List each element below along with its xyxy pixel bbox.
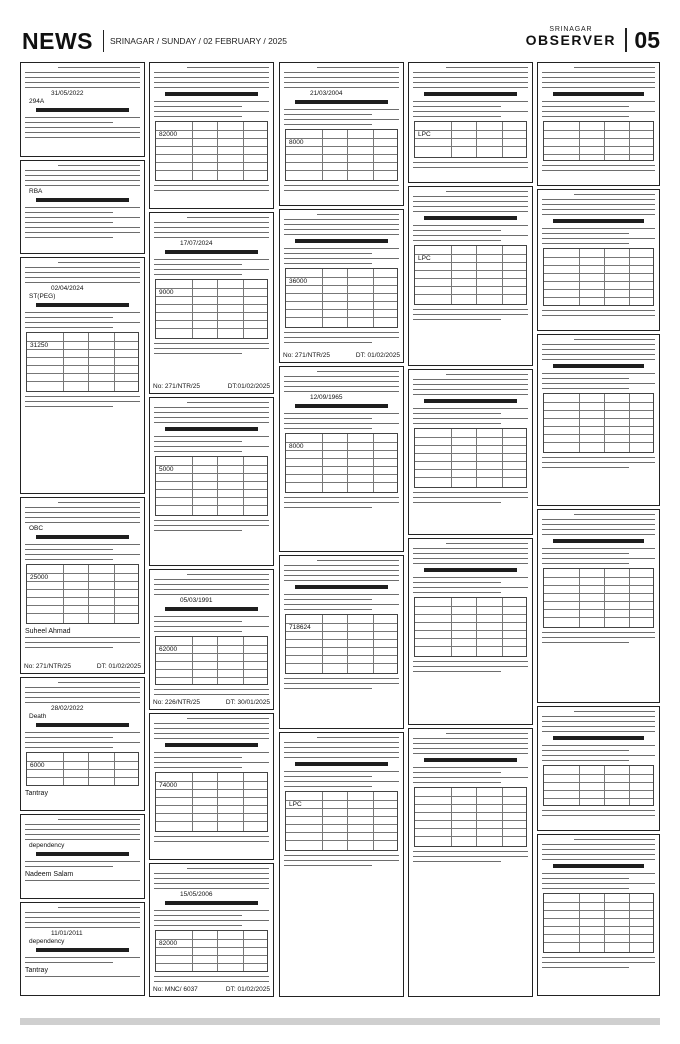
notice-table (543, 248, 654, 306)
notice-heading (295, 239, 389, 243)
notice-date: 02/04/2024 (51, 285, 84, 292)
notice-heading (424, 399, 518, 403)
table-amount: 718624 (289, 624, 311, 631)
logo-city: SRINAGAR (549, 26, 593, 33)
notice-heading (36, 723, 130, 727)
notice-heading (165, 901, 259, 905)
newspaper-logo (526, 26, 616, 48)
notice-ref-date: DT: 01/02/2025 (96, 663, 141, 670)
public-notice (279, 366, 404, 552)
notice-column (408, 62, 533, 1000)
notice-heading (553, 539, 645, 543)
public-notice (279, 732, 404, 997)
public-notice (20, 814, 145, 899)
notice-ref-number: No: 271/NTR/25 (24, 663, 71, 670)
notice-ref-number: No: MNC/ 6037 (153, 986, 198, 993)
public-notice (537, 509, 660, 703)
notice-heading (553, 736, 645, 740)
notice-table (543, 121, 654, 161)
notice-code: RBA (29, 188, 43, 195)
table-amount: 8000 (289, 139, 304, 146)
notice-ref-date: DT: 01/02/2025 (225, 986, 270, 993)
notice-ref-number: No: 226/NTR/25 (153, 699, 200, 706)
notice-table (26, 752, 139, 786)
public-notice (537, 334, 660, 506)
notice-table (155, 772, 268, 832)
public-notice (20, 497, 145, 674)
notice-heading (165, 607, 259, 611)
notice-heading (424, 758, 518, 762)
notice-heading (165, 92, 259, 96)
notice-table (414, 121, 527, 158)
notice-table (414, 787, 527, 847)
notice-heading (553, 219, 645, 223)
masthead-divider (103, 30, 104, 52)
notice-table (285, 791, 398, 851)
notice-ref-date: DT: 01/02/2025 (355, 352, 400, 359)
notice-table (543, 568, 654, 628)
notice-date: 11/01/2011 (51, 930, 83, 937)
public-notice (20, 62, 145, 157)
table-amount: LPC (418, 131, 431, 138)
notice-ref-date: DT:01/02/2025 (227, 383, 270, 390)
table-amount: 9000 (159, 289, 174, 296)
notice-heading (424, 568, 518, 572)
notice-heading (36, 108, 130, 112)
notice-code: Death (29, 713, 47, 720)
notice-heading (424, 92, 518, 96)
notice-heading (36, 948, 130, 952)
notice-table (26, 564, 139, 624)
public-notice (408, 538, 533, 725)
notice-column (279, 62, 404, 1000)
notice-ref-date: DT: 30/01/2025 (225, 699, 270, 706)
notice-heading (36, 535, 130, 539)
notice-table (26, 332, 139, 392)
table-amount: 25000 (30, 574, 49, 581)
public-notice (279, 209, 404, 363)
notice-heading (424, 216, 518, 220)
logo-name: OBSERVER (525, 32, 616, 48)
public-notice (149, 713, 274, 860)
notice-code: ST(PEG) (29, 293, 56, 300)
notice-heading (36, 852, 130, 856)
notice-table (414, 428, 527, 488)
notice-code: dependency (29, 842, 65, 849)
page-number: 05 (634, 27, 660, 53)
notice-table (155, 121, 268, 181)
notice-table (155, 279, 268, 339)
footer-bar (20, 1018, 660, 1025)
notice-table (155, 456, 268, 516)
public-notice (537, 834, 660, 996)
public-notice (408, 728, 533, 997)
public-notice (149, 397, 274, 566)
public-notice (20, 677, 145, 811)
table-amount: 31250 (30, 342, 49, 349)
notice-heading (36, 303, 130, 307)
notice-table (285, 268, 398, 328)
notice-heading (553, 364, 645, 368)
table-amount: 82000 (159, 131, 178, 138)
public-notice (279, 62, 404, 206)
table-amount: 6000 (30, 762, 45, 769)
notice-date: 31/05/2022 (51, 90, 84, 97)
notice-table (543, 893, 654, 953)
public-notice (537, 706, 660, 831)
notice-date: 05/03/1991 (180, 597, 213, 604)
notice-heading (295, 100, 389, 104)
notice-column (20, 62, 145, 1000)
notices-grid (20, 62, 660, 1000)
notice-table (285, 614, 398, 674)
notice-name: Suheel Ahmad (25, 628, 71, 635)
table-amount: 36000 (289, 278, 308, 285)
table-amount: 74000 (159, 782, 178, 789)
notice-date: 17/07/2024 (180, 240, 213, 247)
notice-name: Nadeem Salam (25, 871, 74, 878)
dateline: SRINAGAR / SUNDAY / 02 FEBRUARY / 2025 (110, 36, 287, 46)
public-notice (149, 569, 274, 710)
table-amount: 82000 (159, 940, 178, 947)
notice-table (414, 597, 527, 657)
notice-heading (295, 762, 389, 766)
notice-name: Tantray (25, 790, 48, 797)
notice-heading (36, 198, 130, 202)
notice-table (414, 245, 527, 305)
notice-date: 21/03/2004 (310, 90, 343, 97)
masthead (20, 24, 660, 60)
notice-heading (553, 864, 645, 868)
public-notice (149, 863, 274, 997)
public-notice (537, 62, 660, 186)
public-notice (408, 186, 533, 366)
notice-date: 12/09/1965 (310, 394, 343, 401)
notice-column (149, 62, 274, 1000)
public-notice (20, 160, 145, 254)
notice-heading (295, 404, 389, 408)
notice-table (285, 433, 398, 493)
public-notice (279, 555, 404, 729)
public-notice (20, 902, 145, 996)
table-amount: 62000 (159, 646, 178, 653)
notice-ref-number: No: 271/NTR/25 (153, 383, 200, 390)
notice-date: 15/05/2006 (180, 891, 213, 898)
notice-table (155, 930, 268, 972)
public-notice (149, 62, 274, 209)
notice-heading (165, 250, 259, 254)
public-notice (20, 257, 145, 494)
notice-heading (295, 585, 389, 589)
notice-heading (165, 427, 259, 431)
notice-table (543, 393, 654, 453)
notice-table (155, 636, 268, 685)
notice-heading (553, 92, 645, 96)
public-notice (408, 62, 533, 183)
table-amount: LPC (418, 255, 431, 262)
notice-code: OBC (29, 525, 44, 532)
notice-column (537, 62, 660, 1000)
table-amount: 5000 (159, 466, 174, 473)
table-amount: LPC (289, 801, 302, 808)
public-notice (537, 189, 660, 331)
public-notice (408, 369, 533, 535)
section-title: NEWS (22, 28, 93, 54)
notice-name: Tantray (25, 967, 48, 974)
notice-table (543, 765, 654, 806)
table-amount: 8000 (289, 443, 304, 450)
notice-table (285, 129, 398, 181)
notice-ref-number: No: 271/NTR/25 (283, 352, 330, 359)
notice-code: 294A (29, 98, 45, 105)
public-notice (149, 212, 274, 394)
notice-heading (165, 743, 259, 747)
notice-code: dependency (29, 938, 65, 945)
notice-date: 28/02/2022 (51, 705, 84, 712)
page-number-divider (625, 28, 627, 52)
